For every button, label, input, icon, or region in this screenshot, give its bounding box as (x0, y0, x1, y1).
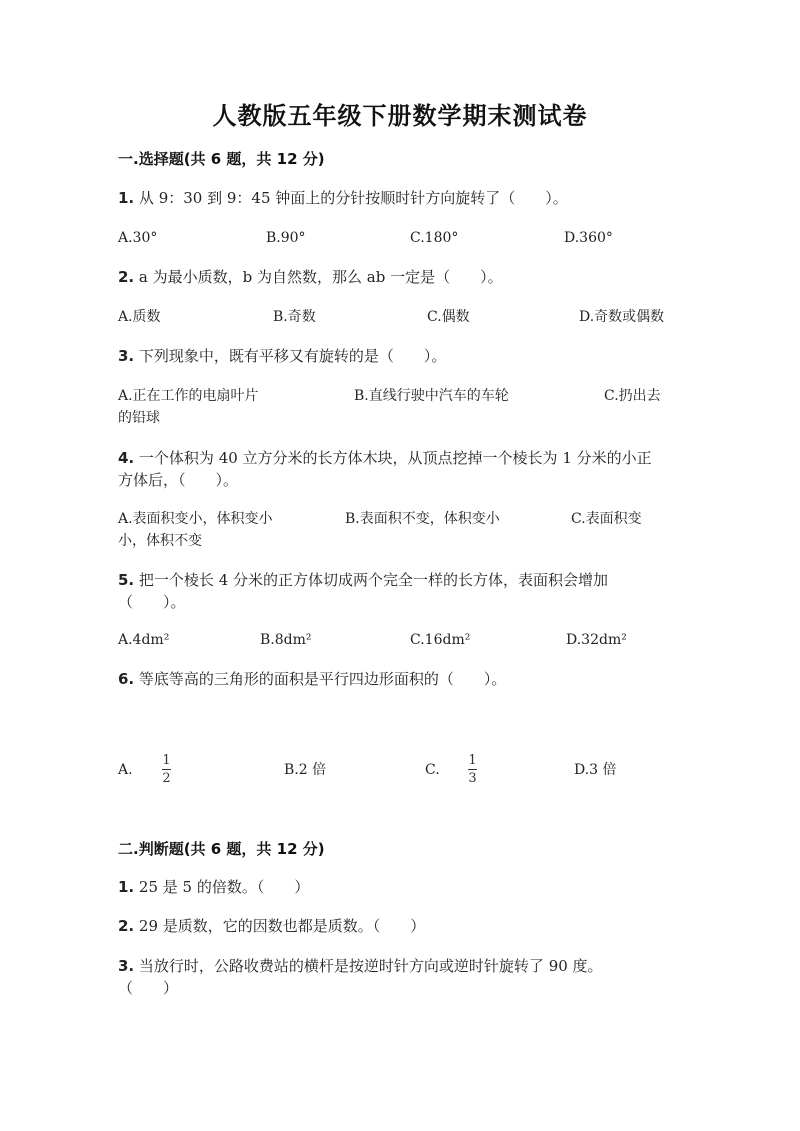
option-d[interactable]: D.360° (564, 230, 613, 246)
question-number: 6. (118, 670, 135, 688)
question-3 (118, 345, 688, 368)
question-number: 1. (118, 878, 135, 896)
option-c[interactable]: C.偶数 (427, 309, 470, 325)
option-c-continuation: 的铅球 (118, 410, 160, 426)
question-5-options (118, 629, 688, 653)
judgement-3-line-2: （ ） (118, 979, 179, 997)
question-text: 把一个棱长 4 分米的正方体切成两个完全一样的长方体，表面积会增加 (138, 571, 609, 589)
option-b[interactable]: B.8dm² (260, 632, 312, 648)
option-b[interactable]: B.表面积不变，体积变小 (345, 511, 500, 527)
option-b[interactable]: B.90° (266, 230, 306, 246)
question-4 (118, 447, 688, 470)
fraction-numerator: 1 (468, 753, 477, 768)
question-number: 5. (118, 571, 135, 589)
question-2 (118, 266, 688, 289)
judgement-3 (118, 955, 688, 978)
question-text: 当放行时，公路收费站的横杆是按逆时针方向或逆时针旋转了 90 度。 (138, 957, 603, 975)
question-number: 4. (118, 449, 135, 467)
question-text: a 为最小质数，b 为自然数，那么 ab 一定是（ ）。 (138, 268, 503, 286)
option-c[interactable]: C.扔出去 (604, 388, 661, 404)
option-a[interactable]: A.30° (118, 230, 158, 246)
question-1 (118, 187, 688, 210)
question-text: 一个体积为 40 立方分米的长方体木块，从顶点挖掉一个棱长为 1 分米的小正 (138, 449, 652, 467)
option-c[interactable]: C.表面积变 (571, 511, 642, 527)
question-number: 1. (118, 189, 135, 207)
question-6 (118, 668, 688, 691)
question-text: 从 9：30 到 9：45 钟面上的分针按顺时针方向旋转了（ ）。 (138, 189, 568, 207)
fraction-one-half (162, 754, 171, 785)
question-number: 3. (118, 347, 135, 365)
question-3-options (118, 385, 688, 409)
option-d[interactable]: D.3 倍 (574, 762, 617, 778)
option-d[interactable]: D.奇数或偶数 (579, 309, 665, 325)
fraction-bar (468, 769, 477, 770)
question-6-options (118, 753, 688, 791)
option-a[interactable]: A.4dm² (118, 632, 170, 648)
option-a[interactable]: A.正在工作的电扇叶片 (118, 388, 259, 404)
question-number: 3. (118, 957, 135, 975)
fraction-denominator: 2 (162, 771, 171, 786)
option-label: C. (425, 762, 440, 778)
question-4-line-2: 方体后，（ ）。 (118, 471, 239, 489)
option-c-continuation: 小，体积不变 (118, 533, 202, 549)
option-b[interactable]: B.奇数 (273, 309, 316, 325)
option-a[interactable] (118, 759, 133, 782)
question-2-options (118, 306, 688, 330)
fraction-denominator: 3 (468, 771, 477, 786)
option-b[interactable]: B.直线行驶中汽车的车轮 (354, 388, 509, 404)
question-5-line-2: （ ）。 (118, 593, 186, 611)
question-1-options (118, 227, 688, 251)
question-text: 下列现象中，既有平移又有旋转的是（ ）。 (138, 347, 447, 365)
fraction-bar (162, 769, 171, 770)
judgement-2 (118, 915, 688, 938)
option-label: A. (118, 762, 133, 778)
question-text: 等底等高的三角形的面积是平行四边形面积的（ ）。 (138, 670, 507, 688)
option-c[interactable]: C.180° (410, 230, 459, 246)
question-text: 29 是质数，它的因数也都是质数。（ ） (138, 917, 426, 935)
fraction-one-third (468, 754, 477, 785)
option-d[interactable]: D.32dm² (566, 632, 627, 648)
question-number: 2. (118, 268, 135, 286)
question-5 (118, 569, 688, 592)
question-number: 2. (118, 917, 135, 935)
judgement-1 (118, 876, 688, 899)
question-4-options (118, 508, 688, 532)
section-heading-choice: 一.选择题(共 6 题，共 12 分) (118, 150, 325, 168)
fraction-numerator: 1 (162, 753, 171, 768)
option-c[interactable]: C.16dm² (410, 632, 471, 648)
option-b[interactable]: B.2 倍 (284, 762, 327, 778)
option-a[interactable]: A.质数 (118, 309, 161, 325)
page-title: 人教版五年级下册数学期末测试卷 (212, 102, 588, 130)
question-text: 25 是 5 的倍数。（ ） (138, 878, 310, 896)
option-c[interactable] (425, 759, 440, 782)
option-a[interactable]: A.表面积变小，体积变小 (118, 511, 273, 527)
section-heading-judgement: 二.判断题(共 6 题，共 12 分) (118, 840, 325, 858)
